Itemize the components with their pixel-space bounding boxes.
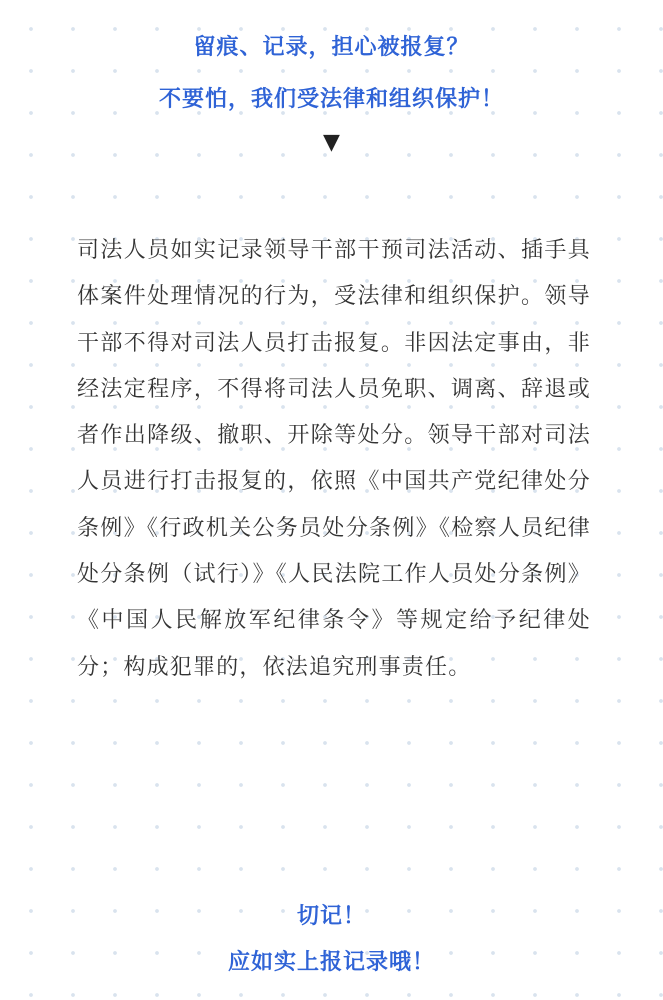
down-arrow-icon: ▼ [323, 130, 340, 155]
header-slogan [0, 22, 663, 126]
footer-reminder [0, 894, 663, 986]
header-line-1: 留痕、记录，担心被报复？ [193, 35, 470, 60]
footer-line-1: 切记！ [296, 904, 366, 929]
body-paragraph: 司法人员如实记录领导干部干预司法活动、插手具体案件处理情况的行为，受法律和组织保护。领导干部不得对司法人员打击报复。非因法定事由，非经法定程序，不得将司法人员免职、调离、辞退或者作出降级、撤职、开除等处分。领导干部对司法人员进行打击报复的，依照《中国共产党纪律处分条例》《行政机关公务员处分条例》《检察人员纪律处分条例（试行）》《人民法院工作人员处分条例》《中国人民解放军纪律条令》等规定给予纪律处分；构成犯罪的，依法追究刑事责任。 [77, 238, 591, 680]
footer-line-2: 应如实上报记录哦！ [227, 950, 435, 975]
header-line-2: 不要怕，我们受法律和组织保护！ [158, 87, 504, 112]
